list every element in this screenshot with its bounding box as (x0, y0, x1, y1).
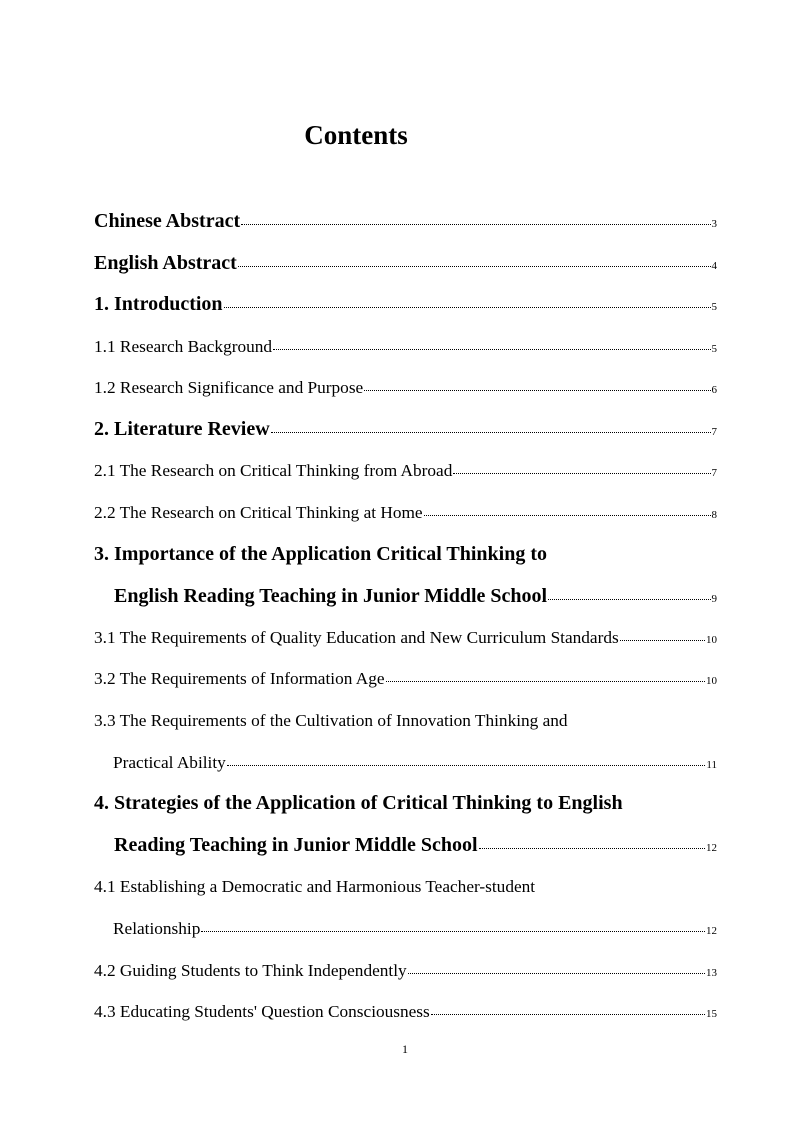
toc-entry-english-abstract[interactable] (94, 252, 717, 275)
toc-entry-label: 2. Literature Review (94, 418, 270, 440)
toc-entry-importance-line1[interactable] (94, 543, 717, 566)
toc-page-number: 8 (711, 509, 717, 521)
toc-entry-label: 1.2 Research Significance and Purpose (94, 378, 364, 397)
toc-entry-label: 2.2 The Research on Critical Thinking at Home (94, 503, 423, 522)
toc-page-number: 7 (711, 426, 717, 438)
toc-page-number: 7 (711, 467, 717, 479)
leader-dots (201, 931, 705, 932)
toc-page-number: 5 (711, 301, 717, 313)
toc-entry-quality-education[interactable] (94, 628, 717, 648)
page-number-footer: 1 (402, 1042, 408, 1056)
leader-dots (620, 640, 705, 641)
toc-entry-label: Practical Ability (113, 753, 226, 772)
leader-dots (224, 307, 711, 308)
toc-page-number: 6 (711, 384, 717, 396)
toc-entry-label: 4.3 Educating Students' Question Consciousness (94, 1002, 430, 1021)
leader-dots (271, 432, 711, 433)
toc-entry-innovation-line2[interactable] (113, 753, 717, 773)
toc-entry-label: 3.2 The Requirements of Information Age (94, 669, 385, 688)
toc-entry-question-consciousness[interactable] (94, 1002, 717, 1022)
toc-entry-label: 1.1 Research Background (94, 337, 273, 356)
toc-entry-democratic-line2[interactable] (113, 919, 717, 939)
toc-entry-label: Chinese Abstract (94, 210, 241, 232)
toc-page-number: 9 (711, 593, 717, 605)
toc-entry-label: English Reading Teaching in Junior Middle School (114, 585, 548, 607)
toc-entry-think-independently[interactable] (94, 961, 717, 981)
toc-entry-research-background[interactable] (94, 337, 717, 357)
toc-entry-democratic-line1[interactable] (94, 877, 717, 897)
toc-entry-label: 3.1 The Requirements of Quality Education and New Curriculum Standards (94, 628, 619, 647)
leader-dots (273, 349, 710, 350)
leader-dots (386, 681, 705, 682)
toc-entry-label: Relationship (113, 919, 201, 938)
toc-entry-label: Reading Teaching in Junior Middle School (114, 834, 478, 856)
leader-dots (408, 973, 705, 974)
leader-dots (241, 224, 710, 225)
toc-page-number: 3 (711, 218, 717, 230)
toc-entry-label: 1. Introduction (94, 293, 223, 315)
toc-entry-research-home[interactable] (94, 503, 717, 523)
toc-entry-information-age[interactable] (94, 669, 717, 689)
toc-page-number: 15 (706, 1008, 717, 1020)
toc-entry-research-abroad[interactable] (94, 461, 717, 481)
leader-dots (424, 515, 711, 516)
toc-page-number: 5 (711, 343, 717, 355)
toc-entry-label: 4.1 Establishing a Democratic and Harmonious Teacher-student (94, 877, 536, 896)
toc-page-number: 13 (706, 967, 717, 979)
toc-page-number: 10 (706, 675, 717, 687)
toc-entry-label: 4.2 Guiding Students to Think Independently (94, 961, 407, 980)
leader-dots (364, 390, 710, 391)
toc-page-number: 12 (706, 842, 717, 854)
leader-dots (548, 599, 710, 600)
toc-entry-research-significance[interactable] (94, 378, 717, 398)
toc-entry-label: 3. Importance of the Application Critical Thinking to (94, 543, 547, 565)
toc-entry-literature-review[interactable] (94, 418, 717, 441)
leader-dots (431, 1014, 705, 1015)
toc-entry-importance-line2[interactable] (114, 585, 717, 608)
toc-entry-introduction[interactable] (94, 293, 717, 316)
toc-entry-innovation-line1[interactable] (94, 711, 717, 731)
leader-dots (238, 266, 711, 267)
toc-page-number: 10 (706, 634, 717, 646)
leader-dots (227, 765, 706, 766)
leader-dots (453, 473, 710, 474)
toc-entry-label: 2.1 The Research on Critical Thinking from Abroad (94, 461, 453, 480)
toc-entry-strategies-line1[interactable] (94, 792, 717, 815)
toc-entry-strategies-line2[interactable] (114, 834, 717, 857)
leader-dots (479, 848, 705, 849)
toc-entry-chinese-abstract[interactable] (94, 210, 717, 233)
toc-page-number: 4 (711, 260, 717, 272)
toc-entry-label: English Abstract (94, 252, 237, 274)
page-title: Contents (304, 120, 408, 150)
toc-entry-label: 3.3 The Requirements of the Cultivation of Innovation Thinking and (94, 711, 568, 730)
toc-entry-label: 4. Strategies of the Application of Critical Thinking to English (94, 792, 623, 814)
toc-page-number: 11 (706, 759, 717, 771)
toc-page-number: 12 (706, 925, 717, 937)
